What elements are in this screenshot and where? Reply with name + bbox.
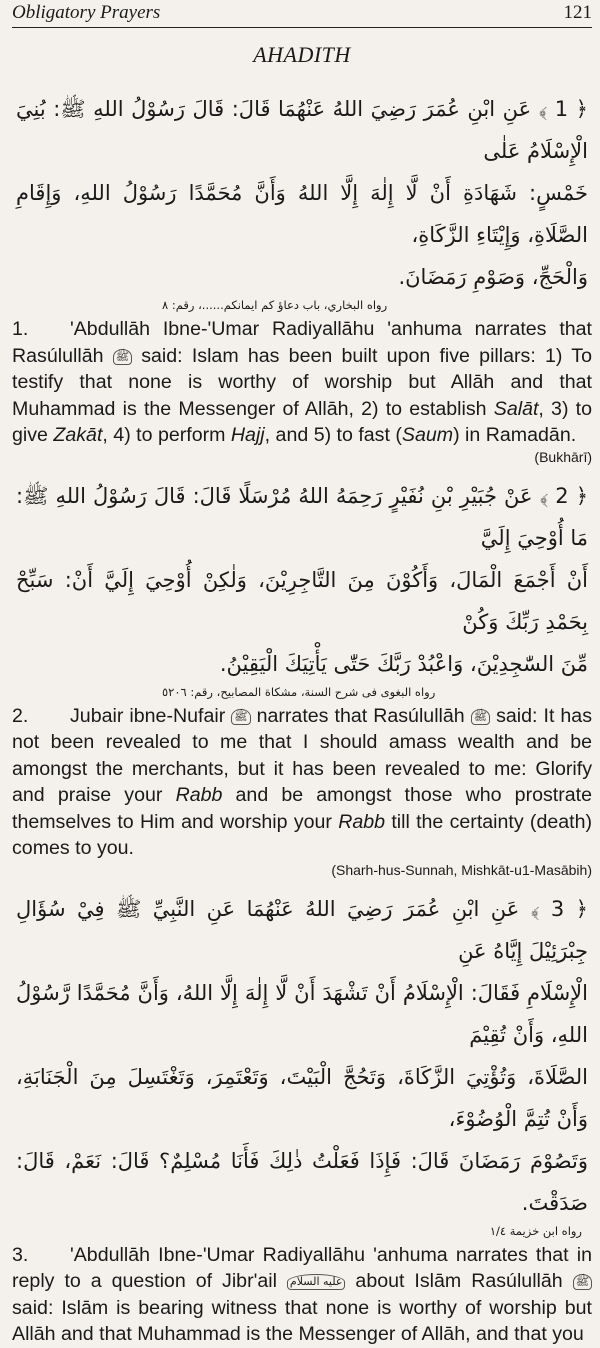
arabic-source-reference: رواه ابن خزيمة ١/٤	[489, 1223, 582, 1238]
arabic-line: ﴿ 2 ﴾ عَنْ جُبَيْرِ بْنِ نُفَيْرٍ رَحِمَهُ اللهُ مُرْسَلًا قَالَ: قَالَ رَسُوْلُ اللهِ ﷺ: مَا أُوْحِيَ إِلَيَّ	[16, 483, 589, 550]
honorific-glyph-icon: ﷺ	[231, 709, 250, 725]
arabic-source-reference: رواه البغوى فى شرح السنة، مشكاة المصابيح، رقم: ٥٢٠٦	[162, 684, 436, 699]
arabic-line: ﴿ 3 ﴾ عَنِ ابْنِ عُمَرَ رَضِيَ اللهُ عَنْهُمَا عَنِ النَّبِيِّ ﷺ فِيْ سُؤَالِ جِبْرَئِيْلَ إِيَّاهُ عَنِ	[16, 896, 588, 963]
italic-term: Hajj	[230, 424, 265, 446]
arabic-line: خَمْسٍ: شَهَادَةِ أَنْ لَّا إِلٰهَ إِلَّا اللهُ وَأَنَّ مُحَمَّدًا رَسُوْلُ اللهِ، وَإِقَامِ الصَّلَاةِ، وَإِيْتَاءِ الزَّكَاةِ،	[16, 181, 588, 247]
translation-text	[12, 318, 592, 446]
hadith-number: 2.	[12, 704, 29, 727]
arabic-source-reference: رواه البخاري، باب دعاؤ كم ايمانكم......، رقم: ٨	[162, 298, 388, 312]
honorific-glyph-icon: ﷺ	[471, 709, 490, 725]
translation-text	[12, 705, 592, 860]
text-run: ) in Ramadān.	[453, 424, 577, 446]
hadith-2	[12, 475, 592, 878]
arabic-line: الْإِسْلَامِ فَقَالَ: الْإِسْلَامُ أَنْ تَشْهَدَ أَنْ لَّا إِلٰهَ إِلَّا اللهُ، وَأَنَّ مُحَمَّدًا رَّسُوْلُ اللهِ، وَأَنْ تُقِيْمَ	[16, 980, 588, 1047]
italic-term: Rabb	[175, 784, 223, 806]
page-number: 121	[563, 2, 592, 23]
text-run: Jubair ibne-Nufair	[70, 704, 232, 727]
running-head	[12, 0, 592, 28]
book-title: Obligatory Prayers	[12, 2, 161, 23]
translation-text	[12, 1244, 592, 1346]
hadith-translation	[12, 316, 592, 449]
text-run: and be amongst those who prostrate themselves to Him and worship your	[12, 784, 592, 833]
text-run: said: Islam has been built upon five pillars: 1) To testify that none is worthy of worship but Allāh and that Muhammad is the Messenger of Allāh, 2) to establish	[12, 344, 592, 420]
hadith-number: 3.	[12, 1243, 29, 1266]
hadith-arabic-text	[12, 888, 592, 1224]
text-run: narrates that Rasúlullāh	[250, 704, 471, 727]
text-run: till the certainty (death) comes to you.	[12, 810, 592, 859]
honorific-glyph-icon: عليه السلام	[287, 1274, 346, 1290]
italic-term: Saum	[401, 424, 454, 446]
hadith-translation	[12, 1242, 592, 1348]
arabic-line: أَنْ أَجْمَعَ الْمَالَ، وَأَكُوْنَ مِنَ التَّاجِرِيْنَ، وَلٰكِنْ أُوْحِيَ إِلَيَّ أَنْ: سَبِّحْ بِحَمْدِ رَبِّكَ وَكُنْ	[16, 567, 588, 634]
arabic-line: وَالْحَجِّ، وَصَوْمِ رَمَضَانَ.	[398, 265, 588, 289]
hadith-translation	[12, 703, 592, 862]
arabic-line: ﴿ 1 ﴾ عَنِ ابْنِ عُمَرَ رَضِيَ اللهُ عَنْهُمَا قَالَ: قَالَ رَسُوْلُ اللهِ ﷺ: بُنِيَ الْإِسْلَامُ عَلٰى	[16, 97, 588, 163]
text-run: said: It has not been revealed to me that I should amass wealth and be amongst the merchants, but it has been revealed to me: Glorify and praise your	[12, 704, 593, 806]
arabic-line: الصَّلَاةَ، وَتُؤْتِيَ الزَّكَاةَ، وَتَحُجَّ الْبَيْتَ، وَتَعْتَمِرَ، وَتَغْتَسِلَ مِنَ الْجَنَابَةِ، وَأَنْ تُتِمَّ الْوُضُوْءَ،	[16, 1064, 588, 1131]
italic-term: Rabb	[338, 810, 386, 833]
honorific-glyph-icon: ﷺ	[573, 1274, 592, 1290]
text-run: , 3) to give	[12, 397, 592, 446]
hadith-arabic-text	[12, 475, 592, 685]
hadith-1	[12, 88, 592, 465]
text-run: 'Abdullāh Ibne-'Umar Radiyallāhu 'anhuma narrates that Rasúlullāh	[12, 318, 592, 367]
english-source-reference: (Sharh-hus-Sunnah, Mishkāt-u1-Masābih)	[331, 861, 592, 878]
text-run: , 4) to perform	[102, 424, 231, 446]
section-title: AHADITH	[253, 42, 351, 67]
italic-term: Zakāt	[53, 424, 103, 446]
arabic-line: مِّنَ السّٰجِدِيْنَ، وَاعْبُدْ رَبَّكَ حَتّٰى يَأْتِيَكَ الْيَقِيْنُ.	[219, 651, 588, 676]
honorific-glyph-icon: ﷺ	[113, 349, 132, 365]
text-run: said: Islām is bearing witness that none is worthy of worship but Allāh and that Muhammad is the Messenger of Allāh, and that you	[12, 1296, 592, 1345]
text-run: about Islām Rasúlullāh	[345, 1270, 573, 1292]
text-run: 'Abdullāh Ibne-'Umar Radiyallāhu 'anhuma narrates that in reply to a question of Jibr'ail	[12, 1243, 592, 1292]
hadith-arabic-text	[12, 88, 592, 298]
hadith-number: 1.	[12, 318, 29, 340]
arabic-line: وَتَصُوْمَ رَمَضَانَ قَالَ: فَإِذَا فَعَلْتُ ذٰلِكَ فَأَنَا مُسْلِمٌ؟ قَالَ: نَعَمْ، قَالَ: صَدَقْتَ.	[16, 1148, 588, 1215]
english-source-reference: (Bukhārī)	[534, 448, 592, 465]
text-run: , and 5) to fast (	[264, 424, 402, 446]
italic-term: Salāt	[493, 397, 539, 420]
hadith-3	[12, 888, 592, 1348]
